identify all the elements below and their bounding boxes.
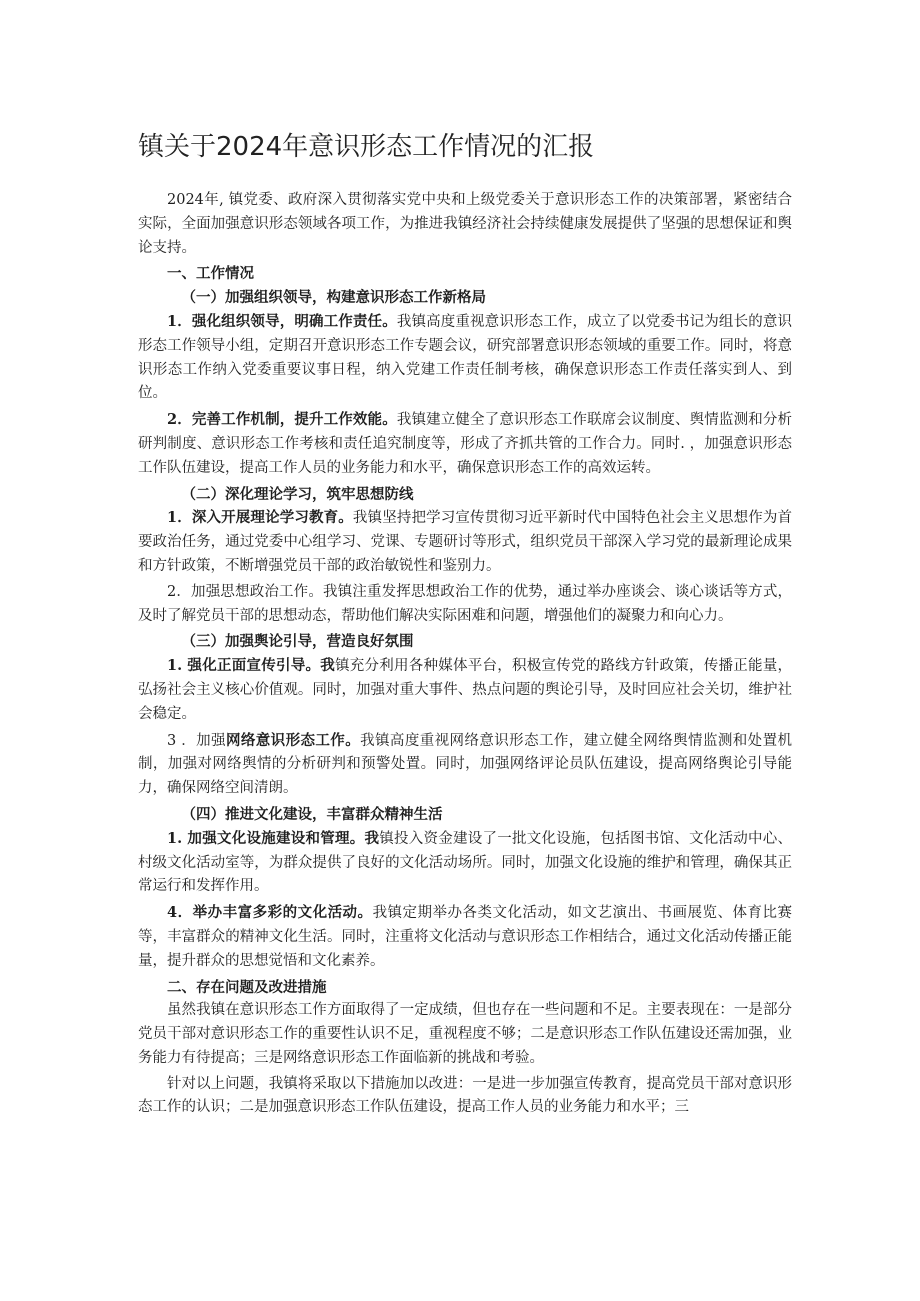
paragraph-1-4-1 xyxy=(138,827,792,899)
subsection-heading-4: （四）推进文化建设，丰富群众精神生活 xyxy=(181,805,443,823)
paragraph-lead: 网络意识形态工作。 xyxy=(225,731,361,749)
paragraph-prefix: 3 ．加强 xyxy=(167,732,226,749)
paragraph-1-3-2 xyxy=(138,729,792,801)
paragraph-2-1: 虽然我镇在意识形态工作方面取得了一定成绩，但也存在一些问题和不足。主要表现在：一是部分党员干部对意识形态工作的重要性认识不足，重视程度不够；二是意识形态工作队伍建设还需加强，业务能力有待提高；三是网络意识形态工作面临新的挑战和考验。 xyxy=(138,1002,792,1066)
paragraph-1-2-1 xyxy=(138,506,792,578)
paragraph-body: 我镇坚持把学习宣传贯彻习近平新时代中国特色社会主义思想作为首要政治任务，通过党委中心组学习、党课、专题研讨等形式，组织党员干部深入学习党的最新理论成果和方针政策，不断增强党员干部的政治敏锐性和鉴别力。 xyxy=(138,510,792,574)
paragraph-1-2-2: 2．加强思想政治工作。我镇注重发挥思想政治工作的优势，通过举办座谈会、谈心谈话等方式，及时了解党员干部的思想动态，帮助他们解决实际困难和问题，增强他们的凝聚力和向心力。 xyxy=(138,583,792,624)
section-heading-1: 一、工作情况 xyxy=(167,265,254,283)
paragraph-body: 我镇高度重视网络意识形态工作，建立健全网络舆情监测和处置机制，加强对网络舆情的分析研判和预警处置。同时，加强网络评论员队伍建设，提高网络舆论引导能力，确保网络空间清朗。 xyxy=(138,732,792,797)
paragraph-body: 我镇定期举办各类文化活动，如文艺演出、书画展览、体育比赛等，丰富群众的精神文化生活。同时，注重将文化活动与意识形态工作相结合，通过文化活动传播正能量，提升群众的思想觉悟和文化素养。 xyxy=(138,905,792,969)
paragraph-lead: 1．深入开展理论学习教育。 xyxy=(167,509,353,527)
paragraph-1-4-2 xyxy=(138,901,792,973)
intro-paragraph: 2024年, 镇党委、政府深入贯彻落实党中央和上级党委关于意识形态工作的决策部署，紧密结合实际，全面加强意识形态领域各项工作，为推进我镇经济社会持续健康发展提供了坚强的思想保证和舆论支持。 xyxy=(138,192,792,256)
paragraph-1-3-1 xyxy=(138,654,792,726)
paragraph-body: 我镇建立健全了意识形态工作联席会议制度、舆情监测和分析研判制度、意识形态工作考核和责任追究制度等，形成了齐抓共管的工作合力。同时. ，加强意识形态工作队伍建设，提高工作人员的业务能力和水平，确保意识形态工作的高效运转。 xyxy=(138,412,792,476)
section-heading-2: 二、存在问题及改进措施 xyxy=(167,978,327,996)
subsection-heading-1: （一）加强组织领导，构建意识形态工作新格局 xyxy=(181,289,486,307)
paragraph-lead: 1. 加强文化设施建设和管理。我 xyxy=(167,829,380,847)
paragraph-body: 我镇高度重视意识形态工作，成立了以党委书记为组长的意识形态工作领导小组，定期召开意识形态工作专题会议，研究部署意识形态领域的重要工作。同时，将意识形态工作纳入党委重要议事日程，纳入党建工作责任制考核，确保意识形态工作责任落实到人、到位。 xyxy=(138,313,792,402)
document xyxy=(138,126,792,1122)
subsection-heading-2: （二）深化理论学习，筑牢思想防线 xyxy=(181,485,414,503)
paragraph-body: 镇投入资金建设了一批文化设施，包括图书馆、文化活动中心、村级文化活动室等，为群众提供了良好的文化活动场所。同时，加强文化设施的维护和管理，确保其正常运行和发挥作用。 xyxy=(138,830,793,895)
paragraph-body: 镇充分利用各种媒体平台，积极宣传党的路线方针政策，传播正能量，弘扬社会主义核心价值观。同时，加强对重大事件、热点问题的舆论引导，及时回应社会关切，维护社会稳定。 xyxy=(138,658,792,722)
paragraph-lead: 4．举办丰富多彩的文化活动。 xyxy=(167,904,373,922)
paragraph-1-1-1 xyxy=(138,310,792,406)
paragraph-1-1-2 xyxy=(138,408,792,480)
subsection-heading-3: （三）加强舆论引导，营造良好氛围 xyxy=(181,633,414,651)
paragraph-lead: 1．强化组织领导，明确工作责任。 xyxy=(167,312,397,330)
paragraph-lead: 2．完善工作机制，提升工作效能。 xyxy=(167,411,397,429)
paragraph-lead: 1. 强化正面宣传引导。我 xyxy=(167,657,335,675)
paragraph-2-2: 针对以上问题，我镇将采取以下措施加以改进：一是进一步加强宣传教育，提高党员干部对意识形态工作的认识；二是加强意识形态工作队伍建设，提高工作人员的业务能力和水平；三 xyxy=(138,1075,792,1116)
document-title: 镇关于2024年意识形态工作情况的汇报 xyxy=(138,132,595,162)
